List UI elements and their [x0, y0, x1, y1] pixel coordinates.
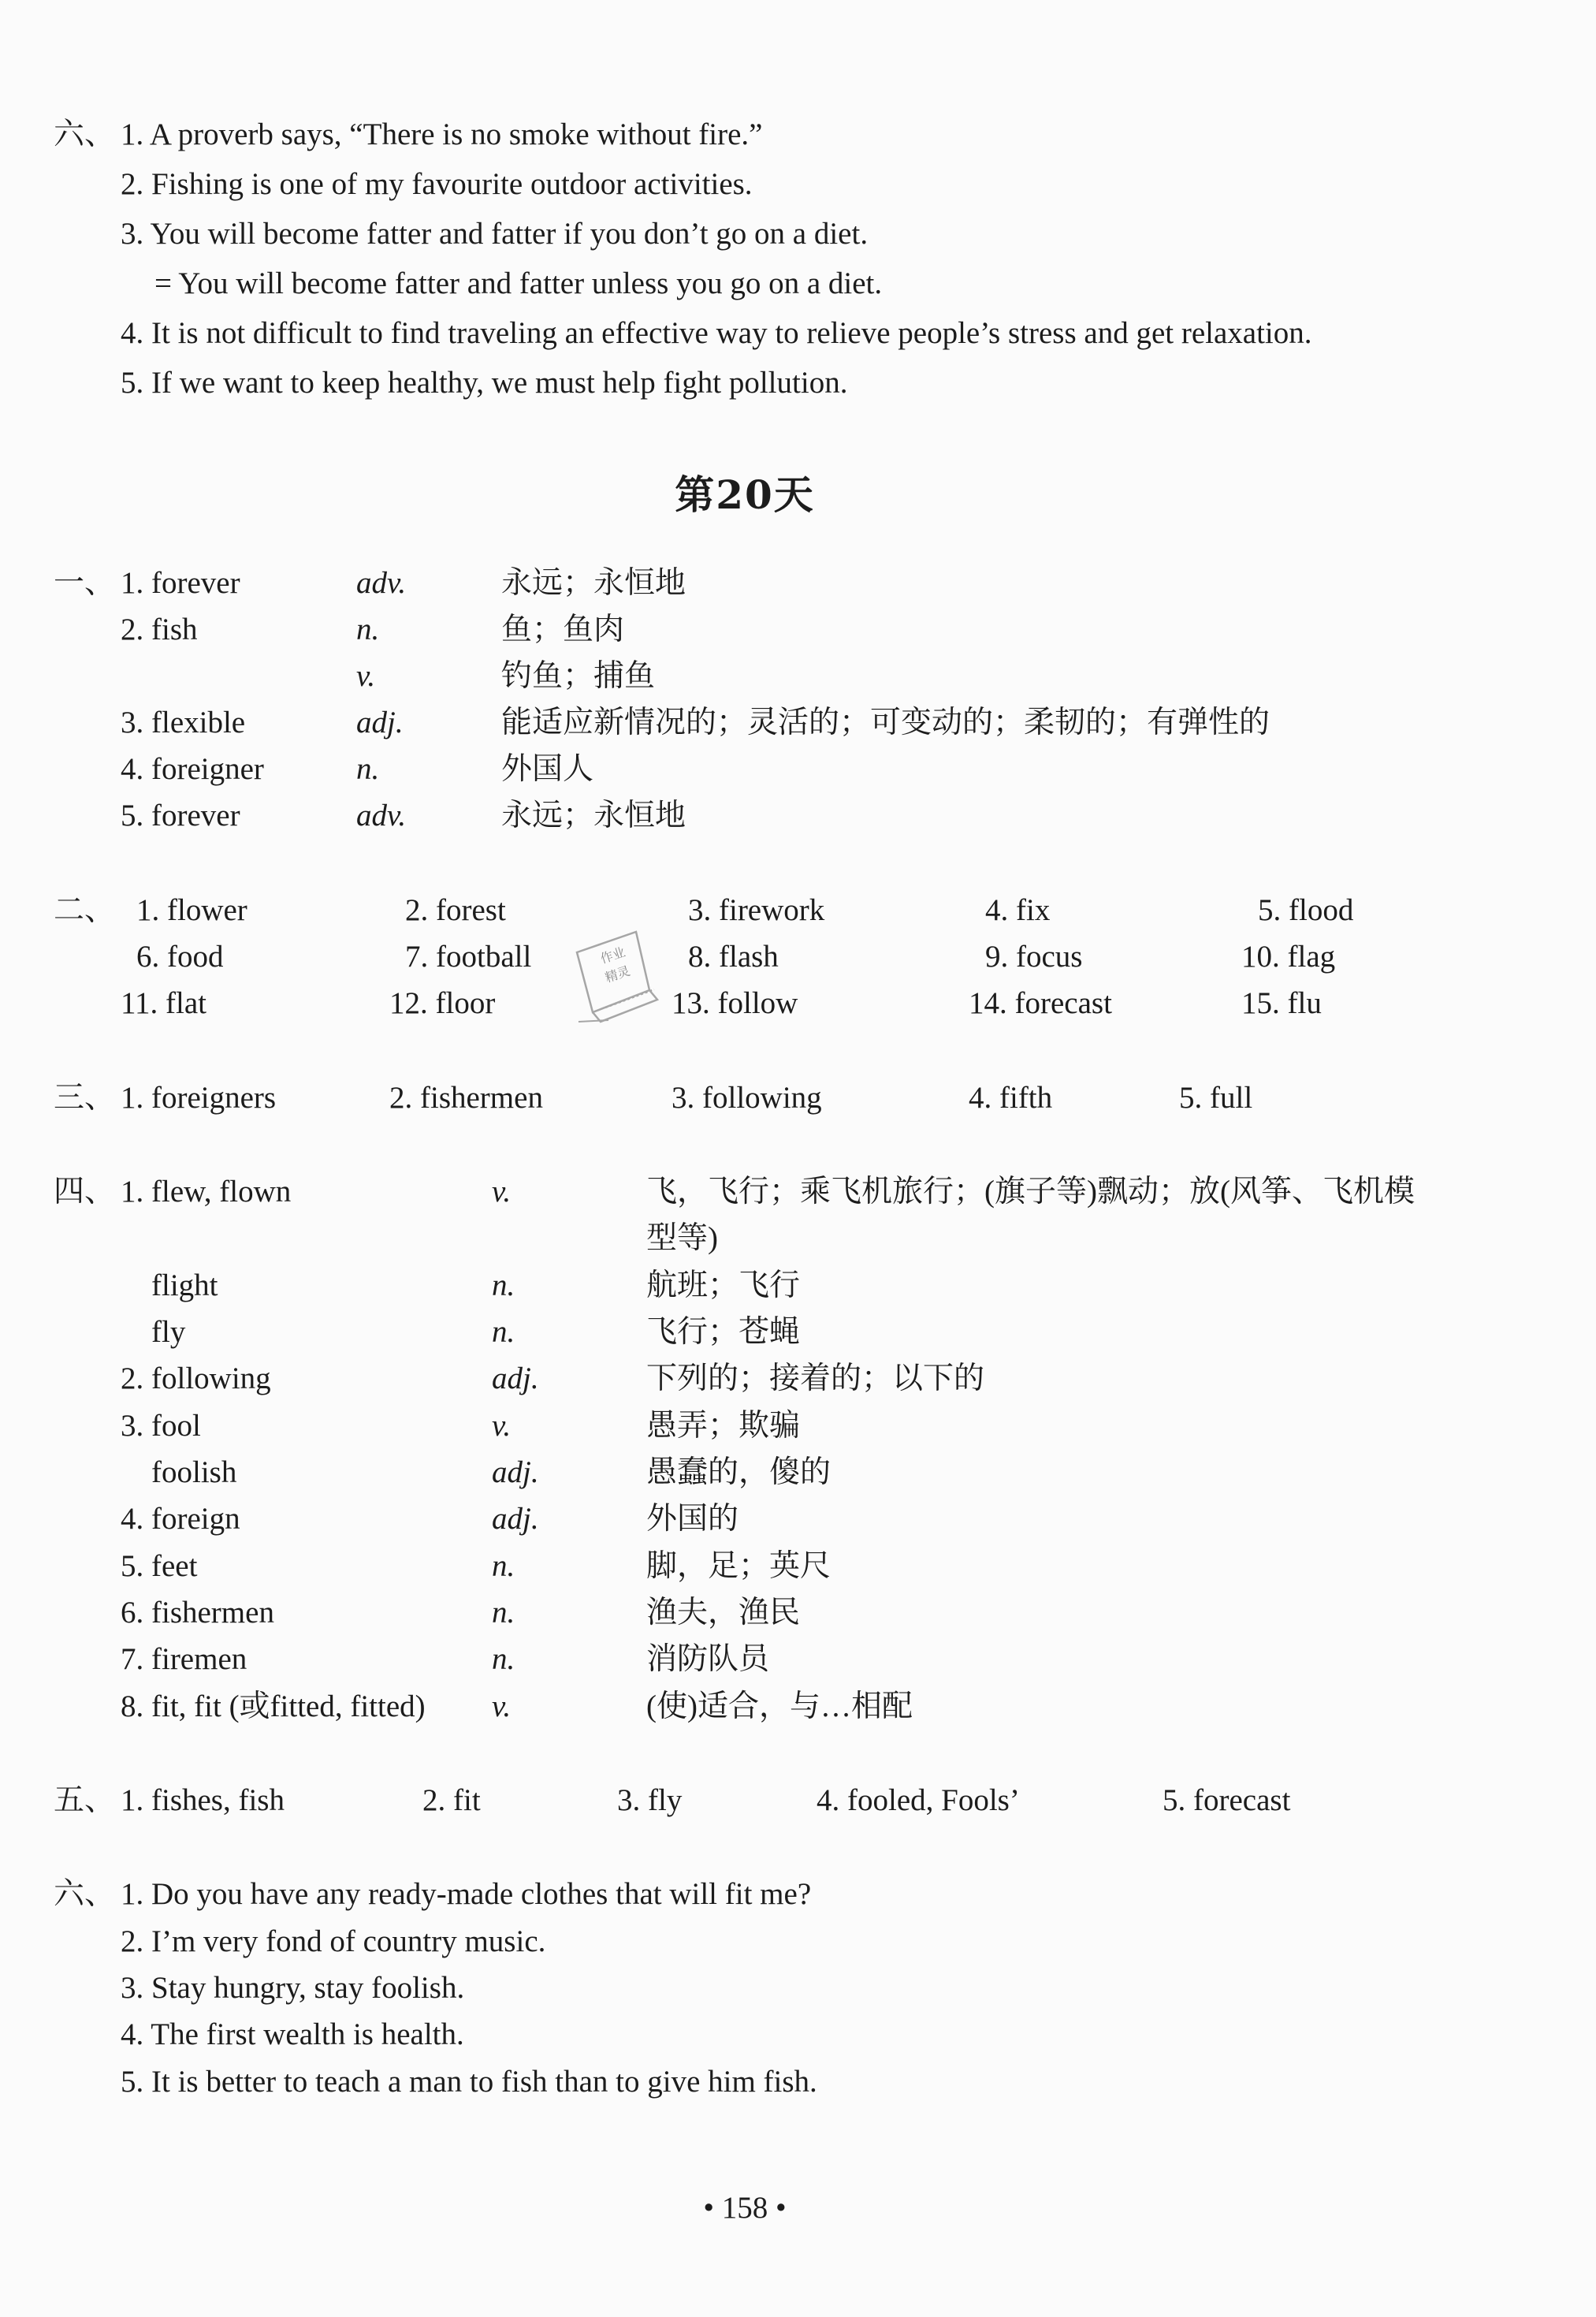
meaning: 钓鱼；捕鱼: [501, 659, 656, 693]
meaning: 外国的: [646, 1502, 739, 1536]
grid-word: 4. fix: [985, 893, 1051, 927]
sentence: 1. Do you have any ready-made clothes that will fit me?: [121, 1877, 812, 1911]
meaning: 飞行；苍蝇: [646, 1315, 801, 1349]
vocab-word: 2. following: [121, 1362, 271, 1395]
meaning: (使)适合，与…相配: [646, 1689, 913, 1723]
grid-word: 3. firework: [688, 893, 825, 927]
meaning: 永远；永恒地: [501, 566, 686, 600]
meaning: 消防队员: [646, 1642, 770, 1676]
sentence: 2. I’m very fond of country music.: [121, 1924, 546, 1958]
grid-word: 2. forest: [405, 893, 506, 927]
meaning: 鱼；鱼肉: [501, 613, 625, 646]
stamp-text: 作业: [598, 944, 627, 967]
part-of-speech: n.: [492, 1268, 515, 1302]
answer-word: 5. full: [1179, 1081, 1253, 1115]
sentence: 2. Fishing is one of my favourite outdoor activities.: [121, 167, 753, 201]
vocab-word: fly: [151, 1315, 186, 1349]
stamp-text: 精灵: [603, 963, 632, 985]
vocab-word: flight: [151, 1268, 218, 1302]
part-of-speech: adj.: [356, 706, 404, 739]
section-marker: 一、: [54, 566, 116, 600]
vocab-word: 5. feet: [121, 1549, 198, 1583]
grid-word: 12. floor: [389, 986, 496, 1020]
meaning: 永远；永恒地: [501, 799, 686, 833]
sentence: 3. You will become fatter and fatter if you don’t go on a diet.: [121, 217, 869, 251]
sentence: 5. If we want to keep healthy, we must help fight pollution.: [121, 366, 848, 400]
answer-word: 4. fifth: [969, 1081, 1053, 1115]
vocab-word: 4. foreign: [121, 1502, 240, 1536]
vocab-word: 7. firemen: [121, 1642, 247, 1676]
sentence: 4. The first wealth is health.: [121, 2017, 464, 2051]
answer-word: 1. fishes, fish: [121, 1783, 285, 1817]
meaning: 渔夫，渔民: [646, 1596, 801, 1630]
grid-word: 10. flag: [1241, 940, 1336, 974]
answer-word: 5. forecast: [1163, 1783, 1291, 1817]
section-marker: 四、: [54, 1175, 116, 1209]
vocab-word: 6. fishermen: [121, 1596, 274, 1630]
watermark-stamp-icon: [561, 921, 670, 1031]
grid-word: 5. flood: [1258, 893, 1354, 927]
part-of-speech: adv.: [356, 799, 407, 833]
page-title: 第20天: [675, 471, 815, 518]
grid-word: 14. forecast: [969, 986, 1112, 1020]
part-of-speech: n.: [492, 1596, 515, 1630]
grid-word: 7. football: [405, 940, 532, 974]
grid-word: 15. flu: [1241, 986, 1322, 1020]
grid-word: 6. food: [136, 940, 224, 974]
vocab-word: foolish: [151, 1455, 237, 1489]
part-of-speech: v.: [492, 1409, 512, 1443]
sentence: 3. Stay hungry, stay foolish.: [121, 1971, 465, 2005]
grid-word: 11. flat: [121, 986, 207, 1020]
answer-word: 2. fishermen: [389, 1081, 543, 1115]
section-marker: 三、: [54, 1081, 116, 1115]
grid-word: 8. flash: [688, 940, 779, 974]
vocab-word: 5. forever: [121, 799, 240, 833]
part-of-speech: n.: [356, 752, 380, 786]
part-of-speech: v.: [492, 1689, 512, 1723]
part-of-speech: adj.: [492, 1362, 539, 1395]
meaning-continued: 型等): [646, 1221, 718, 1255]
meaning: 愚蠢的，傻的: [646, 1455, 831, 1489]
vocab-word: 4. foreigner: [121, 752, 264, 786]
grid-word: 13. follow: [672, 986, 798, 1020]
part-of-speech: v.: [492, 1175, 512, 1209]
meaning: 愚弄；欺骗: [646, 1409, 801, 1443]
answer-word: 1. foreigners: [121, 1081, 277, 1115]
answer-word: 3. fly: [617, 1783, 683, 1817]
part-of-speech: adj.: [492, 1502, 539, 1536]
grid-word: 9. focus: [985, 940, 1083, 974]
section-marker: 二、: [54, 893, 116, 927]
vocab-word: 2. fish: [121, 613, 198, 646]
part-of-speech: v.: [356, 659, 376, 693]
part-of-speech: n.: [492, 1549, 515, 1583]
meaning: 飞，飞行；乘飞机旅行；(旗子等)飘动；放(风筝、飞机模: [646, 1175, 1415, 1209]
part-of-speech: n.: [492, 1315, 515, 1349]
meaning: 能适应新情况的；灵活的；可变动的；柔韧的；有弹性的: [501, 706, 1270, 739]
meaning: 航班；飞行: [646, 1268, 801, 1302]
part-of-speech: n.: [356, 613, 380, 646]
part-of-speech: adj.: [492, 1455, 539, 1489]
answer-word: 3. following: [672, 1081, 822, 1115]
vocab-word: 1. flew, flown: [121, 1175, 292, 1209]
sentence: 4. It is not difficult to find traveling an effective way to relieve people’s stress and get relaxation.: [121, 316, 1312, 350]
vocab-word: 1. forever: [121, 566, 240, 600]
part-of-speech: n.: [492, 1642, 515, 1676]
section-marker: 六、: [54, 1877, 116, 1911]
meaning: 脚，足；英尺: [646, 1549, 831, 1583]
meaning: 外国人: [501, 752, 594, 786]
sentence: 1. A proverb says, “There is no smoke without fire.”: [121, 117, 763, 151]
grid-word: 1. flower: [136, 893, 247, 927]
meaning: 下列的；接着的；以下的: [646, 1362, 985, 1395]
vocab-word: 3. fool: [121, 1409, 201, 1443]
answer-word: 2. fit: [422, 1783, 481, 1817]
sentence: 5. It is better to teach a man to fish than to give him fish.: [121, 2065, 817, 2099]
section-marker: 五、: [54, 1783, 116, 1817]
sentence: = You will become fatter and fatter unless you go on a diet.: [154, 266, 883, 300]
vocab-word: 8. fit, fit (或fitted, fitted): [121, 1689, 426, 1723]
answer-word: 4. fooled, Fools’: [817, 1783, 1020, 1817]
section-marker: 六、: [54, 117, 116, 151]
vocab-word: 3. flexible: [121, 706, 246, 739]
page-number: • 158 •: [703, 2191, 787, 2225]
part-of-speech: adv.: [356, 566, 407, 600]
